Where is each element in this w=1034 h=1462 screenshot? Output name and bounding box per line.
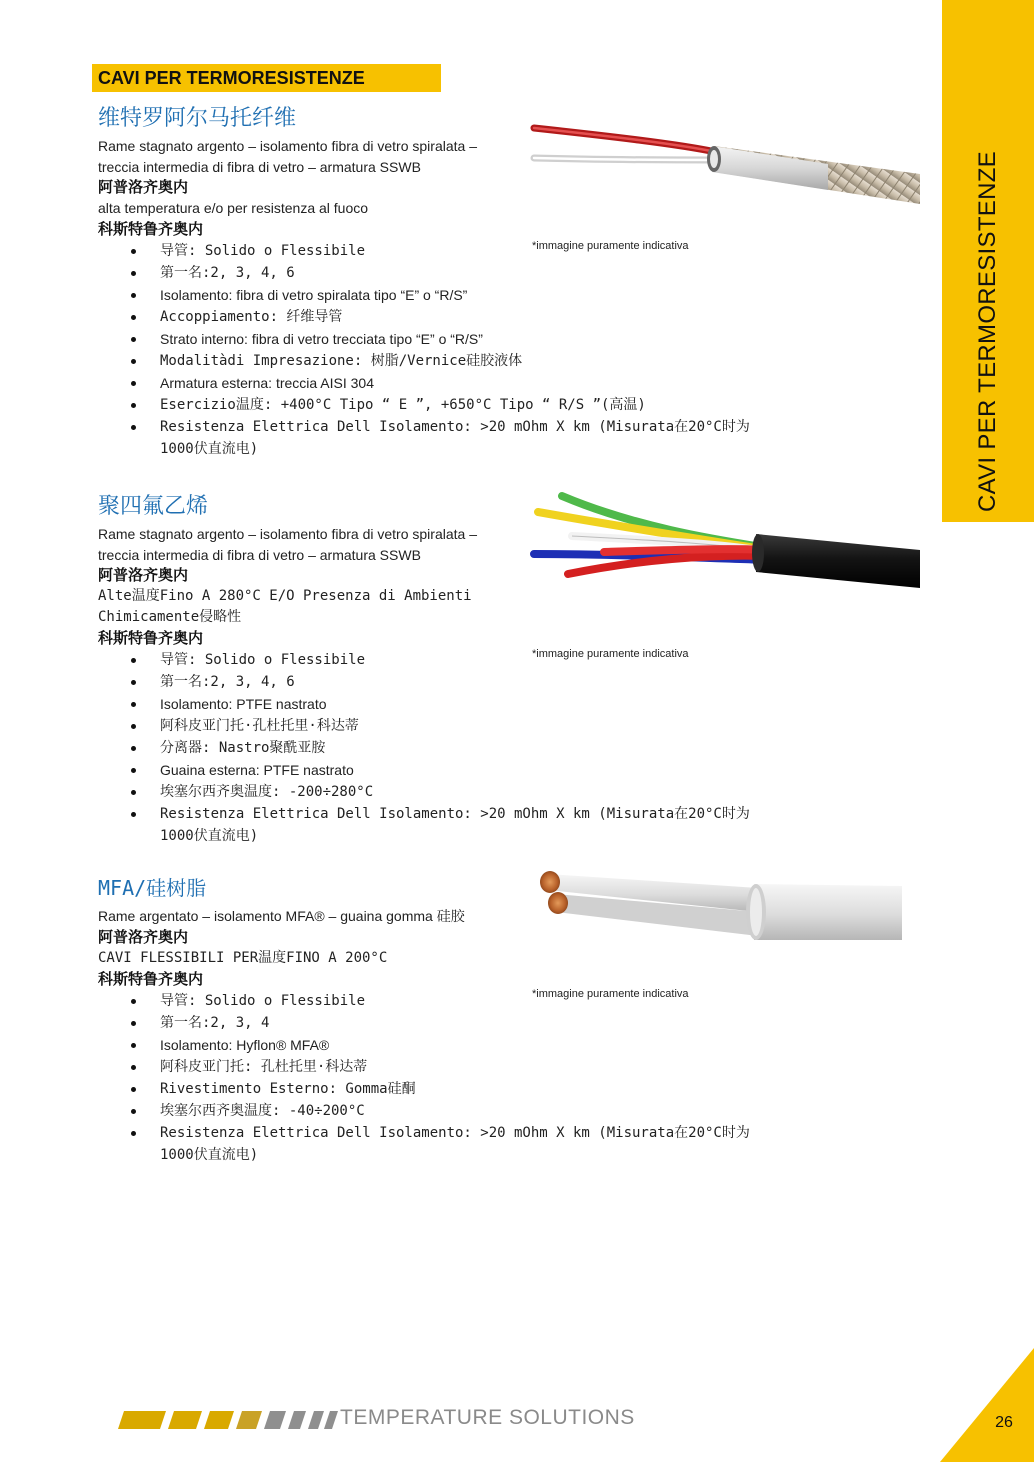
list-item: Modalitàdi Impresazione: 树脂/Vernice硅胶液体 bbox=[98, 350, 780, 372]
application-label: 阿普洛齐奥内 bbox=[98, 179, 189, 196]
list-item: Armatura esterna: treccia AISI 304 bbox=[98, 372, 780, 394]
list-item: Guaina esterna: PTFE nastrato bbox=[98, 759, 780, 781]
application-value: CAVI FLESSIBILI PER温度FINO A 200°C bbox=[98, 949, 388, 966]
page-header: CAVI PER TERMORESISTENZE bbox=[92, 64, 441, 92]
corner-triangle bbox=[940, 1348, 1034, 1462]
list-item: 第一名:2, 3, 4, 6 bbox=[98, 262, 780, 284]
spec-list bbox=[98, 649, 798, 847]
section-description: Rame stagnato argento – isolamento fibra di vetro spiralata – treccia intermedia di fibra di vetro – armatura SSWB bbox=[98, 138, 477, 175]
page-number: 26 bbox=[995, 1414, 1013, 1431]
list-item: Strato interno: fibra di vetro trecciata tipo “E” o “R/S” bbox=[98, 328, 780, 350]
section-title: MFA/硅树脂 bbox=[98, 876, 207, 900]
construction-label: 科斯特鲁齐奥内 bbox=[98, 970, 204, 988]
construction-label: 科斯特鲁齐奥内 bbox=[98, 221, 204, 238]
section-title: 维特罗阿尔马托纤维 bbox=[98, 105, 297, 130]
footer-brand-text: TEMPERATURE SOLUTIONS bbox=[340, 1406, 635, 1429]
list-item: 埃塞尔西齐奥温度: -200÷280°C bbox=[98, 781, 780, 803]
list-item: 阿科皮亚门托: 孔杜托里·科达蒂 bbox=[98, 1056, 780, 1078]
spec-list bbox=[98, 240, 798, 460]
application-value: Alte温度Fino A 280°C E/O Presenza di Ambienti Chimicamente侵略性 bbox=[98, 588, 472, 625]
side-tab-label-wrap bbox=[942, 151, 1034, 513]
footer-stripes-logo bbox=[118, 1411, 338, 1429]
list-item: 导管: Solido o Flessibile bbox=[98, 649, 780, 671]
list-item: 阿科皮亚门托·孔杜托里·科达蒂 bbox=[98, 715, 780, 737]
construction-label: 科斯特鲁齐奥内 bbox=[98, 630, 204, 647]
list-item: 第一名:2, 3, 4, 6 bbox=[98, 671, 780, 693]
section-title: 聚四氟乙烯 bbox=[98, 493, 209, 518]
application-label: 阿普洛齐奥内 bbox=[98, 567, 189, 584]
fiberglass-cable-image bbox=[528, 116, 920, 220]
list-item: 第一名:2, 3, 4 bbox=[98, 1012, 780, 1034]
list-item: Esercizio温度: +400°C Tipo “ E ”, +650°C Tipo “ R/S ”(高温) bbox=[98, 394, 780, 416]
side-tab-label: CAVI PER TERMORESISTENZE bbox=[974, 151, 1001, 513]
section-description: Rame stagnato argento – isolamento fibra di vetro spiralata – treccia intermedia di fibra di vetro – armatura SSWB bbox=[98, 526, 477, 563]
list-item: Resistenza Elettrica Dell Isolamento: >20 mOhm X km (Misurata在20°C时为1000伏直流电) bbox=[98, 416, 780, 460]
section-description: Rame argentato – isolamento MFA® – guaina gomma 硅胶 bbox=[98, 908, 465, 924]
list-item: 导管: Solido o Flessibile bbox=[98, 240, 780, 262]
list-item: Resistenza Elettrica Dell Isolamento: >20 mOhm X km (Misurata在20°C时为1000伏直流电) bbox=[98, 803, 780, 847]
image-note: *immagine puramente indicativa bbox=[532, 988, 689, 1000]
list-item: Isolamento: PTFE nastrato bbox=[98, 693, 780, 715]
image-note: *immagine puramente indicativa bbox=[532, 648, 689, 660]
ptfe-cable-image bbox=[528, 488, 920, 592]
list-item: 分离器: Nastro聚酰亚胺 bbox=[98, 737, 780, 759]
list-item: Rivestimento Esterno: Gomma硅酮 bbox=[98, 1078, 780, 1100]
list-item: 导管: Solido o Flessibile bbox=[98, 990, 780, 1012]
image-note: *immagine puramente indicativa bbox=[532, 240, 689, 252]
spec-list bbox=[98, 990, 798, 1166]
mfa-cable-image bbox=[528, 860, 902, 944]
list-item: Accoppiamento: 纤维导管 bbox=[98, 306, 780, 328]
list-item: Resistenza Elettrica Dell Isolamento: >20 mOhm X km (Misurata在20°C时为1000伏直流电) bbox=[98, 1122, 780, 1166]
list-item: 埃塞尔西齐奥温度: -40÷200°C bbox=[98, 1100, 780, 1122]
list-item: Isolamento: fibra di vetro spiralata tipo “E” o “R/S” bbox=[98, 284, 780, 306]
application-label: 阿普洛齐奥内 bbox=[98, 928, 189, 946]
application-value: alta temperatura e/o per resistenza al fuoco bbox=[98, 200, 369, 216]
list-item: Isolamento: Hyflon® MFA® bbox=[98, 1034, 780, 1056]
